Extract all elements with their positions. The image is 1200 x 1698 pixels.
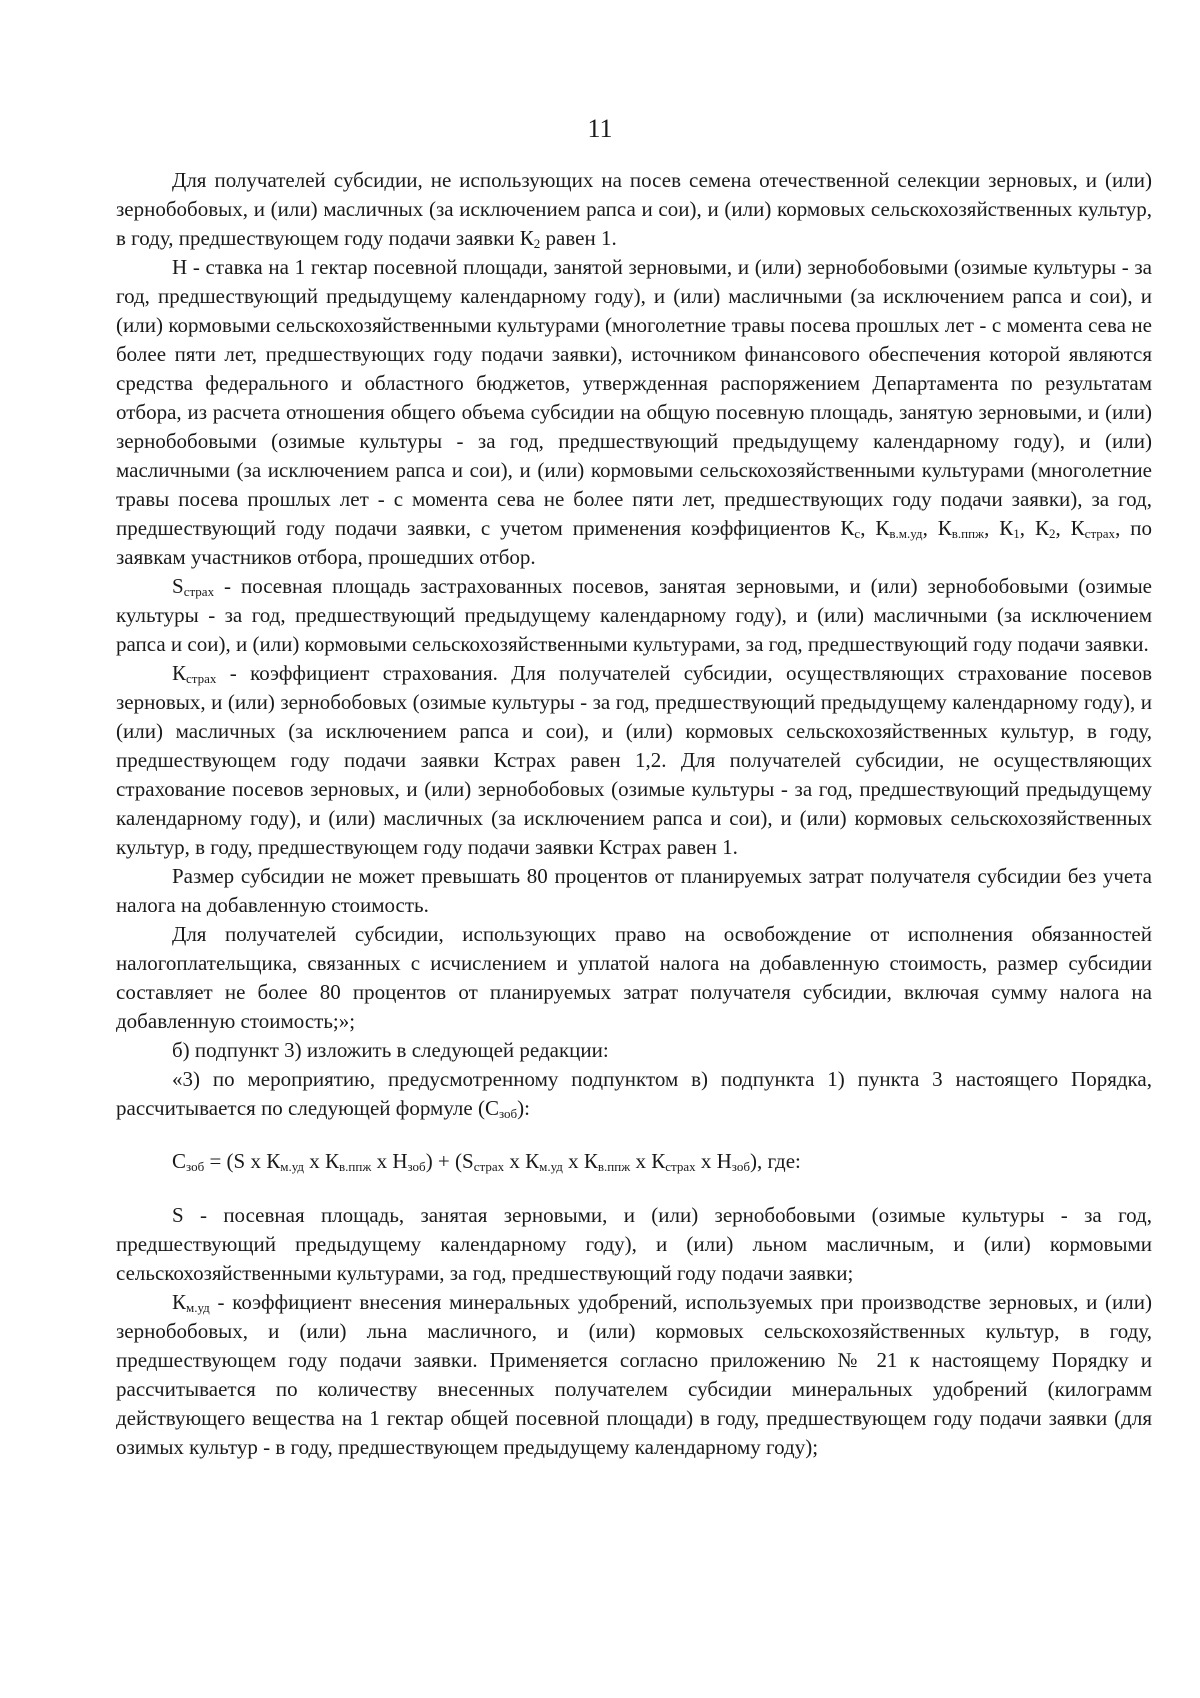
paragraph [116,659,1152,862]
text-run: - коэффициент страхования. Для получателей субсидии, осуществляющих страхование посевов зерновых, и (или) зернобобовых (озимые культуры - за год, предшествующий предыдущему календарному году), и (или) масличных (за исключением рапса и сои), и (или) кормовых сельскохозяйственных культур, в году, предшествующем году подачи заявки Кстрах равен 1,2. Для получателей субсидии, не осуществляющих страхование посевов зерновых, и (или) зернобобовых (озимые культуры - за год, предшествующий предыдущему календарному году), и (или) масличных (за исключением рапса и сои), и (или) кормовых сельскохозяйственных культур, в году, предшествующем году подачи заявки Кстрах равен 1. [116,661,1152,859]
subscript: в.м.уд [889,526,923,541]
subscript: 2 [533,236,541,251]
paragraph [116,1065,1152,1123]
page-number: 11 [587,114,613,143]
subscript: в.ппж [597,1159,631,1174]
paragraph [116,1201,1152,1288]
text-run: S [172,574,184,598]
text-run: x К [630,1149,666,1173]
text-run: x Н [695,1149,732,1173]
subscript: страх [1084,526,1116,541]
text-run: Для получателей субсидии, использующих право на освобождение от исполнения обязанностей налогоплательщика, связанных с исчислением и уплатой налога на добавленную стоимость, размер субсидии составляет не более 80 процентов от планируемых затрат получателя субсидии, включая сумму налога на добавленную стоимость;»; [116,922,1152,1033]
subscript: м.уд [280,1159,305,1174]
subscript: страх [186,671,217,686]
subscript: зоб [407,1159,426,1174]
subscript: страх [665,1159,696,1174]
subsidy-formula [116,1147,1152,1176]
text-run: x К [562,1149,598,1173]
paragraph [116,1036,1152,1065]
subscript: с [854,526,861,541]
subscript: 2 [1048,526,1056,541]
subscript: страх [473,1159,505,1174]
text-run: , по заявкам участников отбора, прошедших отбор. [116,516,1152,569]
subscript: страх [183,584,215,599]
paragraph [116,572,1152,659]
subscript: 1 [1013,526,1020,541]
paragraph [116,862,1152,920]
paragraphs-after-formula [116,1201,1152,1462]
text-run: К [172,661,187,685]
text-run: ) + (S [425,1149,474,1173]
text-run: S - посевная площадь, занятая зерновыми, и (или) зернобобовыми (озимые культуры - за год, предшествующий предыдущему календарному году), и (или) льном масличным, и (или) кормовыми сельскохозяйственными культурами, за год, предшествующий году подачи заявки; [116,1203,1152,1285]
text-run: , К [922,516,952,540]
text-run: x К [504,1149,540,1173]
subscript: зоб [731,1159,750,1174]
text-run: Для получателей субсидии, не использующих на посев семена отечественной селекции зерновых, и (или) зернобобовых, и (или) масличных (за исключением рапса и сои), и (или) кормовых сельскохозяйственных культур, в году, предшествующем году подачи заявки К [116,168,1152,250]
text-run: - коэффициент внесения минеральных удобрений, используемых при производстве зерновых, и (или) зернобобовых, и (или) льна масличного, и (или) кормовых сельскохозяйственных культур, в году, предшествующем году подачи заявки. Применяется согласно приложению № 21 к настоящему Порядку и рассчитывается по количеству внесенных получателем субсидии минеральных удобрений (килограмм действующего вещества на 1 гектар общей посевной площади) в году, предшествующем году подачи заявки (для озимых культур - в году, предшествующем предыдущему календарному году); [116,1290,1152,1459]
paragraphs-before-formula [116,166,1152,1123]
document-body [116,166,1152,1462]
text-run: Н - ставка на 1 гектар посевной площади, занятой зерновыми, и (или) зернобобовыми (озимые культуры - за год, предшествующий предыдущему календарному году), и (или) масличными (за исключением рапса и сои), и (или) кормовыми сельскохозяйственными культурами (многолетние травы посева прошлых лет - с момента сева не более пяти лет, предшествующих году подачи заявки), источником финансового обеспечения которой являются средства федерального и областного бюджетов, утвержденная распоряжением Департамента по результатам отбора, из расчета отношения общего объема субсидии на общую посевную площадь, занятую зерновыми, и (или) зернобобовыми (озимые культуры - за год, предшествующий предыдущему календарному году), и (или) масличными (за исключением рапса и сои), и (или) кормовыми сельскохозяйственными культурами (многолетние травы посева прошлых лет - с момента сева не более пяти лет, предшествующих году подачи заявки), за год, предшествующий году подачи заявки, с учетом применения коэффициентов К [116,255,1152,540]
text-run: , К [860,516,890,540]
text-run: б) подпункт 3) изложить в следующей редакции: [172,1038,609,1062]
text-run: С [172,1149,187,1173]
text-run: Размер субсидии не может превышать 80 процентов от планируемых затрат получателя субсидии без учета налога на добавленную стоимость. [116,864,1152,917]
text-run: «3) по мероприятию, предусмотренному подпунктом в) подпункта 1) пункта 3 настоящего Порядка, рассчитывается по следующей формуле (С [116,1067,1152,1120]
text-run: ): [517,1096,530,1120]
text-run: , К [1055,516,1085,540]
text-run: К [172,1290,187,1314]
paragraph [116,920,1152,1036]
text-run: = (S x К [204,1149,281,1173]
paragraph [116,1288,1152,1462]
text-run: x К [304,1149,340,1173]
paragraph [116,166,1152,253]
text-run: , К [984,516,1014,540]
paragraph [116,253,1152,572]
subscript: зоб [186,1159,205,1174]
text-run: , К [1019,516,1049,540]
text-run: ), где: [749,1149,801,1173]
subscript: в.ппж [951,526,985,541]
subscript: зоб [498,1106,518,1121]
text-run: x Н [371,1149,408,1173]
text-run: равен 1. [540,226,617,250]
subscript: м.уд [186,1300,210,1315]
text-run: - посевная площадь застрахованных посевов, занятая зерновыми, и (или) зернобобовыми (озимые культуры - за год, предшествующий предыдущему календарному году), и (или) масличными (за исключением рапса и сои), и (или) кормовыми сельскохозяйственными культурами, за год, предшествующий году подачи заявки. [116,574,1152,656]
subscript: в.ппж [339,1159,372,1174]
subscript: м.уд [539,1159,563,1174]
